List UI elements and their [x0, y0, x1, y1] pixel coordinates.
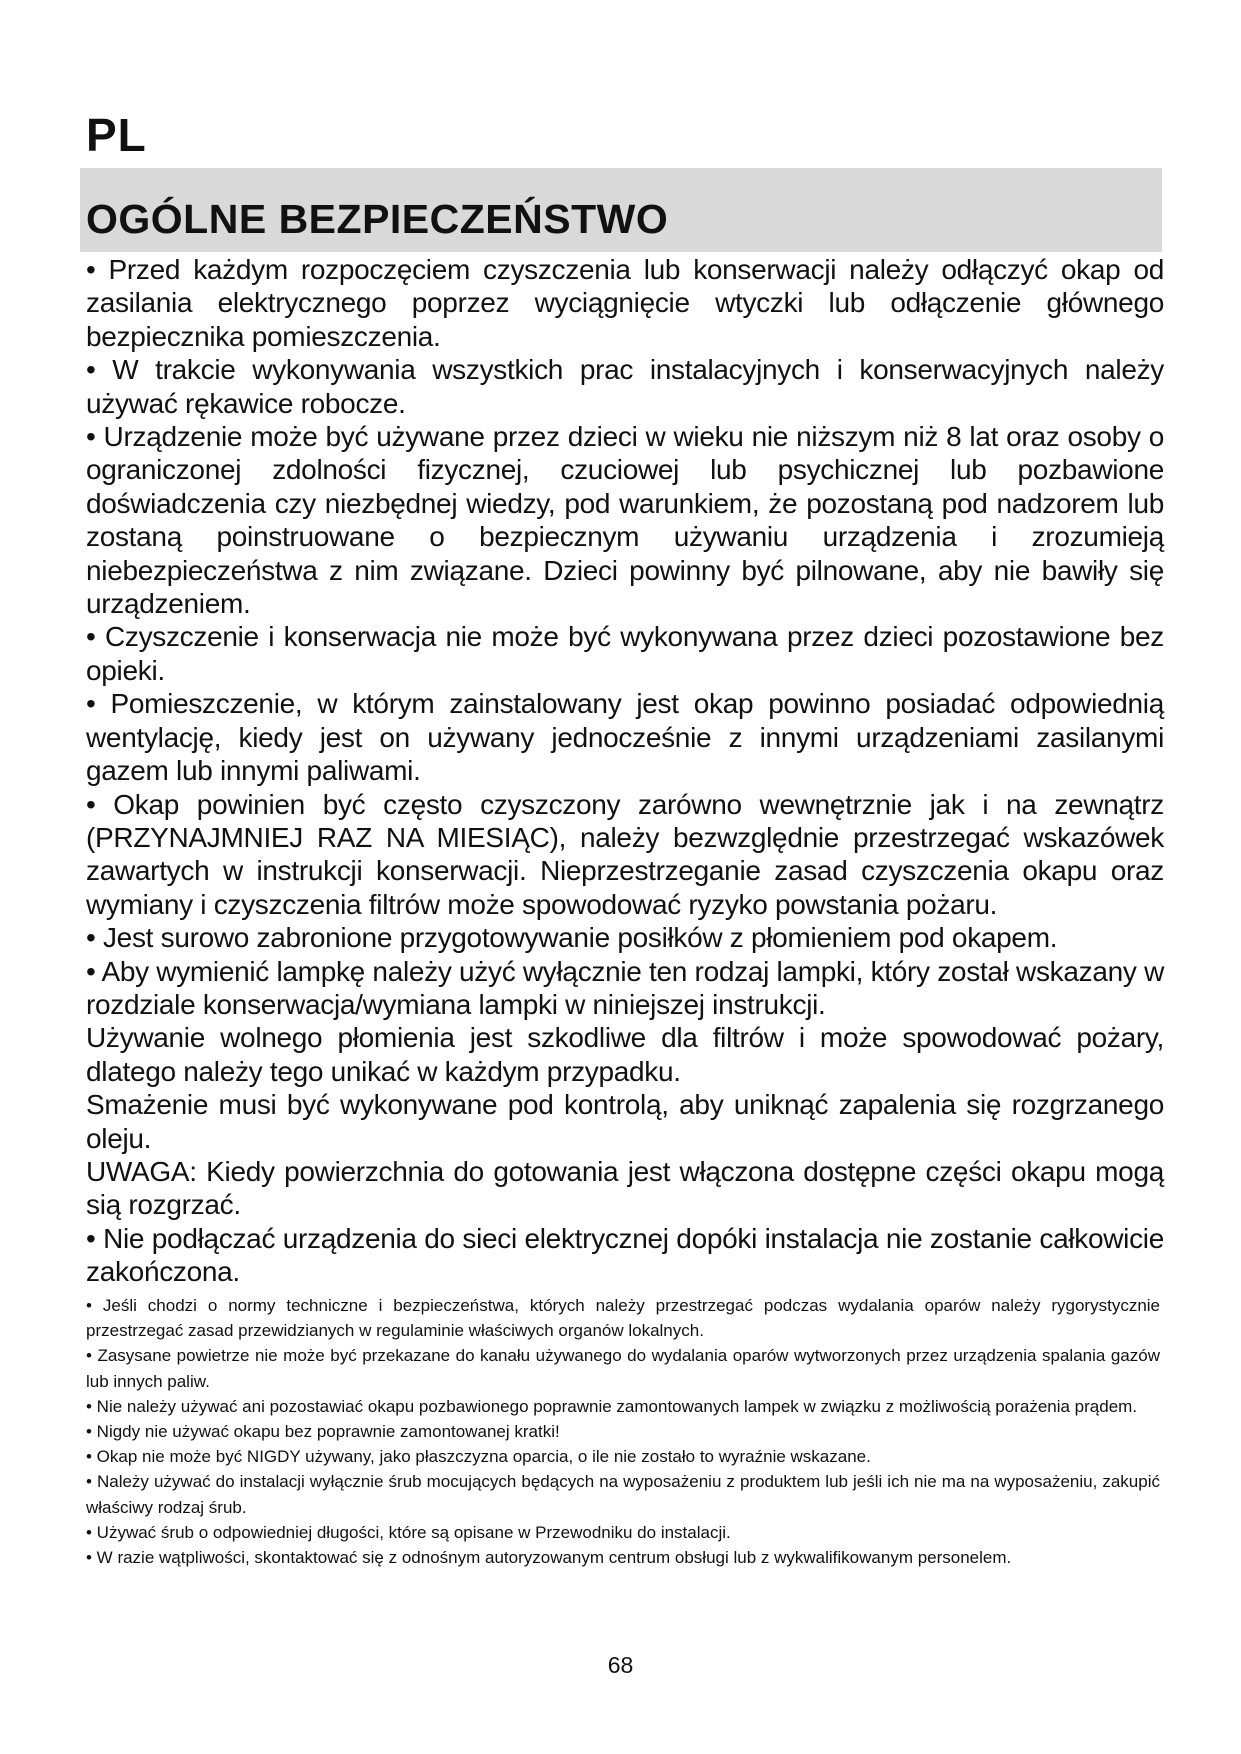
small-paragraph: • Nigdy nie używać okapu bez poprawnie zamontowanej kratki!	[86, 1422, 560, 1442]
paragraph: Smażenie musi być wykonywane pod kontrolą, aby uniknąć zapalenia się rozgrzanego oleju.	[86, 1089, 1164, 1154]
paragraph: Używanie wolnego płomienia jest szkodliwe dla filtrów i może spowodować pożary, dlatego należy tego unikać w każdym przypadku.	[86, 1022, 1164, 1087]
small-paragraph: • Należy używać do instalacji wyłącznie śrub mocujących będących na wyposażeniu z produktem lub jeśli ich nie ma na wyposażeniu, zakupić właściwy rodzaj śrub.	[86, 1472, 1160, 1517]
paragraph: • Okap powinien być często czyszczony zarówno wewnętrznie jak i na zewnątrz (PRZYNAJMNIEJ RAZ NA MIESIĄC), należy bezwzględnie przestrzegać wskazówek zawartych w instrukcji konserwacji. Nieprzestrzeganie zasad czyszczenia okapu oraz wymiany i czyszczenia filtrów może spowodować ryzyko powstania pożaru.	[86, 788, 1164, 920]
section-title: OGÓLNE BEZPIECZEŃSTWO	[86, 196, 669, 242]
small-paragraph: • Jeśli chodzi o normy techniczne i bezpieczeństwa, których należy przestrzegać podczas wydalania oparów należy rygorystycznie przestrzegać zasad przewidzianych w regulaminie właściwych organów lokalnych.	[86, 1296, 1160, 1341]
language-code: PL	[86, 109, 147, 161]
paragraph: • Pomieszczenie, w którym zainstalowany jest okap powinno posiadać odpowiednią wentylację, kiedy jest on używany jednocześnie z innymi urządzeniami zasilanymi gazem lub innymi paliwami.	[86, 688, 1164, 787]
small-paragraph: • W razie wątpliwości, skontaktować się z odnośnym autoryzowanym centrum obsługi lub z wykwalifikowanym personelem.	[86, 1548, 1012, 1568]
paragraph: • Czyszczenie i konserwacja nie może być wykonywana przez dzieci pozostawione bez opieki.	[86, 621, 1164, 686]
paragraph: • Przed każdym rozpoczęciem czyszczenia lub konserwacji należy odłączyć okap od zasilania elektrycznego poprzez wyciągnięcie wtyczki lub odłączenie głównego bezpiecznika pomieszczenia.	[86, 254, 1164, 352]
paragraph: • Urządzenie może być używane przez dzieci w wieku nie niższym niż 8 lat oraz osoby o ograniczonej zdolności fizycznej, czuciowej lub psychicznej lub pozbawione doświadczenia czy niezbędnej wiedzy, pod warunkiem, że pozostaną pod nadzorem lub zostaną poinstruowane o bezpiecznym używaniu urządzenia i zrozumieją niebezpieczeństwa z nim związane. Dzieci powinny być pilnowane, aby nie bawiły się urządzeniem.	[86, 421, 1164, 620]
page-number: 68	[607, 1652, 634, 1678]
paragraph: • Jest surowo zabronione przygotowywanie posiłków z płomieniem pod okapem.	[86, 922, 1058, 954]
small-paragraph: • Nie należy używać ani pozostawiać okapu pozbawionego poprawnie zamontowanych lampek w związku z możliwością porażenia prądem.	[86, 1396, 1138, 1416]
paragraph: • Nie podłączać urządzenia do sieci elektrycznej dopóki instalacja nie zostanie całkowicie zakończona.	[86, 1222, 1164, 1288]
safety-instructions	[86, 253, 1164, 1289]
small-paragraph: • Zasysane powietrze nie może być przekazane do kanału używanego do wydalania oparów wytworzonych przez urządzenia spalania gazów lub innych paliw.	[86, 1346, 1160, 1391]
additional-safety-notes	[86, 1293, 1160, 1570]
paragraph: • Aby wymienić lampkę należy użyć wyłącznie ten rodzaj lampki, który został wskazany w rozdziale konserwacja/wymiana lampki w niniejszej instrukcji.	[86, 955, 1164, 1020]
paragraph: UWAGA: Kiedy powierzchnia do gotowania jest włączona dostępne części okapu mogą sią rozgrzać.	[86, 1155, 1164, 1221]
paragraph: • W trakcie wykonywania wszystkich prac instalacyjnych i konserwacyjnych należy używać rękawice robocze.	[86, 354, 1164, 419]
small-paragraph: • Okap nie może być NIGDY używany, jako płaszczyzna oparcia, o ile nie zostało to wyraźnie wskazane.	[86, 1447, 871, 1467]
small-paragraph: • Używać śrub o odpowiedniej długości, które są opisane w Przewodniku do instalacji.	[86, 1522, 731, 1542]
